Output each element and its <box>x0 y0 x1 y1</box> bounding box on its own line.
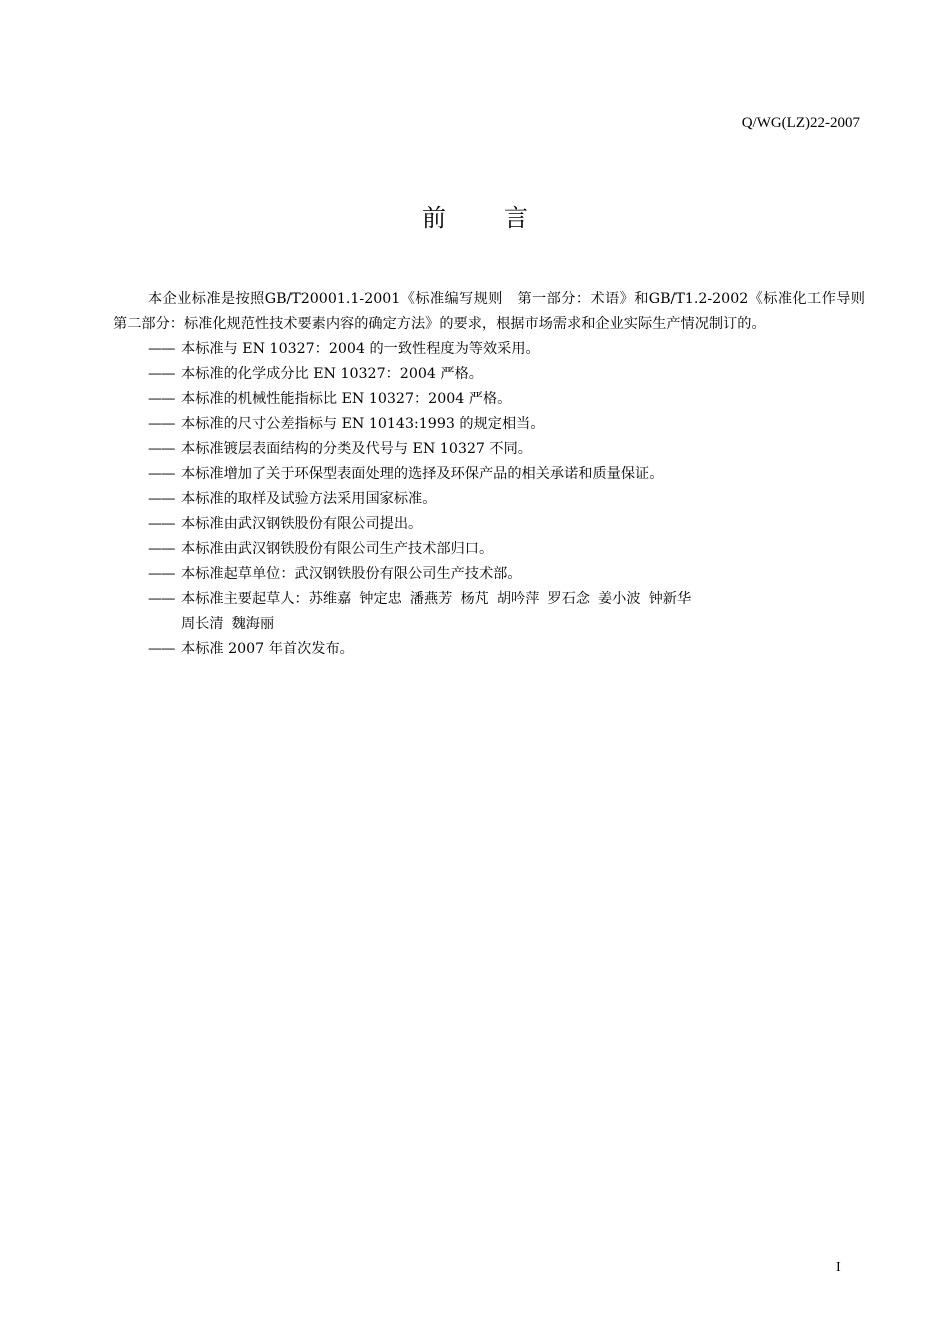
drafters-label: 本标准主要起草人： <box>181 591 309 607</box>
list-item <box>113 337 865 362</box>
list-item <box>113 487 865 512</box>
drafter-name: 周长清 <box>181 616 224 632</box>
dash-marker: —— <box>148 366 175 382</box>
dash-marker: —— <box>148 491 175 507</box>
drafter-name: 潘燕芳 <box>409 591 453 607</box>
drafters-item <box>113 587 865 612</box>
list-item <box>113 387 865 412</box>
drafter-name: 魏海丽 <box>231 616 275 632</box>
dash-marker: —— <box>148 341 175 357</box>
drafter-name: 杨芃 <box>460 591 489 607</box>
dash-marker: —— <box>148 391 175 407</box>
page-title <box>0 203 950 233</box>
drafter-name: 罗石念 <box>547 591 590 607</box>
dash-marker: —— <box>148 541 175 557</box>
dash-marker: —— <box>148 591 175 607</box>
dash-marker: —— <box>148 416 175 432</box>
list-item-text: 本标准的尺寸公差指标与 EN 10143:1993 的规定相当。 <box>181 416 545 432</box>
intro-paragraph: 本企业标准是按照GB/T20001.1-2001《标准编写规则 第一部分：术语》和GB/T1.2-2002《标准化工作导则 第二部分：标准化规范性技术要素内容的确定方法》的要求，根据市场需求和企业实际生产情况制订的。 <box>113 291 880 332</box>
list-item-text: 本标准的取样及试验方法采用国家标准。 <box>181 491 437 507</box>
list-item-text: 本标准的机械性能指标比 EN 10327：2004 严格。 <box>181 391 512 407</box>
dash-marker: —— <box>148 566 175 582</box>
list-item-text: 本标准由武汉钢铁股份有限公司提出。 <box>181 516 423 532</box>
list-item-text: 本标准 2007 年首次发布。 <box>181 641 354 657</box>
list-item-text: 本标准镀层表面结构的分类及代号与 EN 10327 不同。 <box>181 441 532 457</box>
page-number: I <box>836 1260 841 1275</box>
drafter-name: 钟新华 <box>648 591 692 607</box>
dash-marker: —— <box>148 516 175 532</box>
drafters-continuation <box>113 612 865 637</box>
list-item-text: 本标准增加了关于环保型表面处理的选择及环保产品的相关承诺和质量保证。 <box>181 466 664 482</box>
list-item-text: 本标准起草单位：武汉钢铁股份有限公司生产技术部。 <box>181 566 522 582</box>
list-item <box>113 537 865 562</box>
list-item <box>113 412 865 437</box>
drafter-name: 姜小波 <box>597 591 641 607</box>
dash-marker: —— <box>148 641 175 657</box>
dash-marker: —— <box>148 466 175 482</box>
title-char-1: 前 <box>422 204 446 232</box>
list-item <box>113 512 865 537</box>
list-item <box>113 362 865 387</box>
list-item <box>113 437 865 462</box>
drafter-name: 胡吟萍 <box>496 591 540 607</box>
dash-marker: —— <box>148 441 175 457</box>
foreword-items <box>113 337 865 662</box>
title-char-2: 言 <box>504 204 528 232</box>
foreword-body <box>113 287 880 662</box>
list-item <box>113 462 865 487</box>
list-item <box>113 637 865 662</box>
document-code: Q/WG(LZ)22-2007 <box>741 115 860 131</box>
list-item-text: 本标准与 EN 10327：2004 的一致性程度为等效采用。 <box>181 341 540 357</box>
list-item <box>113 562 865 587</box>
drafter-name: 钟定忠 <box>359 591 402 607</box>
list-item-text: 本标准的化学成分比 EN 10327：2004 严格。 <box>181 366 483 382</box>
list-item-text: 本标准由武汉钢铁股份有限公司生产技术部归口。 <box>181 541 494 557</box>
drafter-name: 苏维嘉 <box>308 591 352 607</box>
